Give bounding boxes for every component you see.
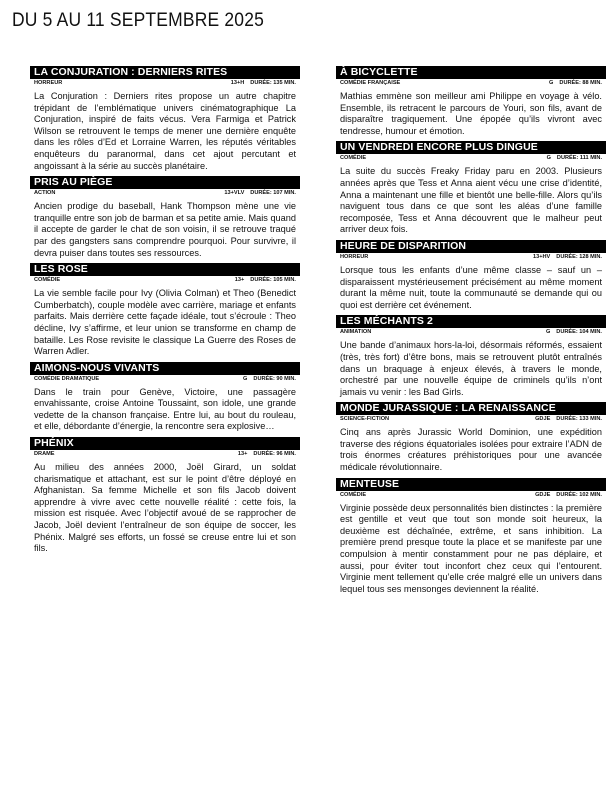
- film-genre: ACTION: [34, 190, 56, 197]
- film-duration: DURÉE: 107 MIN.: [250, 190, 296, 197]
- film-duration: DURÉE: 105 MIN.: [250, 277, 296, 284]
- film-synopsis: Au milieu des années 2000, Joël Girard, un soldat charismatique et attachant, est sur le point d’être déployé en Afghanistan. Sa femme Michelle et son fils Jacob doivent apprendre à vivre avec cette nouvelle réalité : cette fois, la mission est risquée. Avec l’objectif avoué de se rapprocher de Jacob, Joël devient l’entraîneur de son équipe de soccer, les Phénix. Malgré ses efforts, un fossé se creuse entre lui et son fils.: [34, 462, 296, 554]
- film-genre: DRAME: [34, 451, 55, 458]
- film-title: PHÉNIX: [30, 437, 300, 450]
- film-genre: HORREUR: [34, 80, 63, 86]
- film-synopsis: La Conjuration : Derniers rites propose un autre chapitre trépidant de l’emblématique univers cinématographique La Conjuration, inspiré de faits vécus. Vera Farmiga et Patrick Wilson se retrouvent le temps de mener une dernière enquête dans les rôles d’Ed et Lorraine Warren, les réputés véritables enquêteurs du paranormal, dans cet ajout percutant et angoissant à la série au succès planétaire.: [34, 91, 296, 171]
- film-rating: 13+: [234, 277, 245, 284]
- film-synopsis: Lorsque tous les enfants d’une même classe – sauf un – disparaissent mystérieusement précisément au même moment durant la même nuit, toute la communauté se demande qui ou quoi est derrière cet événement.: [340, 264, 602, 310]
- film-listing: [336, 240, 606, 315]
- film-meta: [30, 79, 300, 88]
- film-meta: [336, 415, 606, 424]
- film-listing: [30, 66, 300, 176]
- film-title: LA CONJURATION : DERNIERS RITES: [30, 66, 300, 79]
- film-meta: [336, 328, 606, 337]
- film-duration: DURÉE: 133 MIN.: [556, 416, 602, 423]
- film-meta: [30, 276, 300, 285]
- film-title: LES ROSE: [30, 263, 300, 276]
- film-rating: 13+VLV: [224, 190, 245, 197]
- film-rating: 13+: [237, 451, 248, 458]
- film-meta: [336, 154, 606, 163]
- film-title: MENTEUSE: [336, 478, 606, 491]
- film-genre: COMÉDIE FRANÇAISE: [340, 80, 401, 86]
- film-rating: GDJE: [535, 416, 551, 423]
- left-column: [30, 66, 300, 559]
- film-listing: [336, 315, 606, 402]
- film-rating: G: [546, 155, 551, 162]
- film-rating: GDJE: [535, 491, 551, 498]
- film-duration: DURÉE: 88 MIN.: [559, 80, 602, 86]
- film-rating: G: [243, 375, 248, 382]
- film-title: À BICYCLETTE: [336, 66, 606, 79]
- film-title: HEURE DE DISPARITION: [336, 240, 606, 253]
- film-genre: COMÉDIE DRAMATIQUE: [34, 375, 100, 382]
- film-title: LES MÉCHANTS 2: [336, 315, 606, 328]
- film-listing: [30, 176, 300, 263]
- film-listing: [336, 402, 606, 477]
- film-genre: SCIENCE-FICTION: [340, 416, 390, 423]
- film-genre: COMÉDIE: [340, 491, 367, 498]
- film-synopsis: Ancien prodige du baseball, Hank Thompson mène une vie tranquille entre son job de barman et sa petite amie. Mais quand il accepte de garder le chat de son voisin, il se retrouve traqué par des gangsters sans comprendre pourquoi. Pour survivre, il devra puiser dans toutes ses ressources.: [34, 201, 297, 258]
- film-listing: [336, 66, 606, 141]
- film-meta: [336, 491, 606, 500]
- film-meta: [30, 375, 300, 384]
- page-title: DU 5 AU 11 SEPTEMBRE 2025: [12, 10, 265, 31]
- right-column: [336, 66, 606, 599]
- film-title: PRIS AU PIÈGE: [30, 176, 300, 189]
- film-genre: COMÉDIE: [340, 155, 367, 162]
- film-listing: [30, 362, 300, 437]
- film-genre: ANIMATION: [340, 329, 372, 336]
- film-meta: [30, 450, 300, 459]
- film-listing: [336, 478, 606, 600]
- film-listing: [30, 263, 300, 362]
- film-rating: G: [549, 80, 554, 86]
- film-synopsis: Mathias emmène son meilleur ami Philippe en voyage à vélo. Ensemble, ils retracent le parcours de Youri, son fils, avant de disparaître tragiquement. Une épopée qu’ils vivront avec tendresse, humour et émotion.: [340, 91, 602, 136]
- film-synopsis: La vie semble facile pour Ivy (Olivia Colman) et Theo (Benedict Cumberbatch), couple modèle avec carrière, mariage et enfants parfaits. Mais derrière cette façade idéale, tout s’écroule : Theo décline, Ivy s’affirme, et leur union se transforme en champ de bataille. Les Rose revisite le classique La Guerre des Roses de Warren Adler.: [34, 288, 296, 357]
- film-listing: [30, 437, 300, 559]
- film-synopsis: Cinq ans après Jurassic World Dominion, une expédition traverse des régions équatoriales isolées pour extraire l’ADN de trois énormes créatures préhistoriques pour une avancée médicale révolutionnaire.: [340, 427, 602, 473]
- film-duration: DURÉE: 104 MIN.: [556, 329, 602, 336]
- film-duration: DURÉE: 111 MIN.: [556, 155, 602, 162]
- film-duration: DURÉE: 90 MIN.: [253, 375, 296, 382]
- film-rating: 13+H: [230, 80, 245, 86]
- film-title: UN VENDREDI ENCORE PLUS DINGUE: [336, 141, 606, 154]
- film-duration: DURÉE: 102 MIN.: [556, 491, 602, 498]
- film-duration: DURÉE: 128 MIN.: [556, 253, 602, 260]
- film-synopsis: Une bande d’animaux hors-la-loi, désormais réformés, essaient (très, très fort) d’être bons, mais se retrouvent plutôt entraînés dans un braquage à enjeux élevés, à travers le monde, orchestré par une nouvelle équipe de criminels qu’ils n’ont jamais vu venir : les Bad Girls.: [340, 340, 602, 397]
- film-genre: HORREUR: [340, 253, 369, 260]
- film-synopsis: Dans le train pour Genève, Victoire, une passagère envahissante, croise Antoine Toussaint, son idole, une grande vedette de la chanson française. Entre lui, au bout du rouleau, et elle, débordante d’énergie, la rencontre sera explosive…: [34, 386, 296, 432]
- film-rating: 13+HV: [533, 253, 551, 260]
- film-meta: [30, 189, 300, 198]
- film-meta: [336, 253, 606, 262]
- film-synopsis: La suite du succès Freaky Friday paru en 2003. Plusieurs années après que Tess et Anna aient vécu une crise d’identité, Anna a maintenant une fille et bientôt une belle-fille. Alors qu’ils naviguent tous dans ce que sont les aléas d’une famille recomposée, Tess et Anna découvrent que le malheur peut arriver deux fois.: [340, 166, 602, 235]
- film-synopsis: Virginie possède deux personnalités bien distinctes : la première est gentille et veut que tout son monde soit heureux, la deuxième est déchaînée, extrême, et sans inhibition. La première prend presque toute la place et se manifeste par une compulsion à mentir constamment pour ne pas déplaire, et aussi, pour éviter tout inconfort chez ceux qui l’entourent. Virginie ment tellement qu’elle crée malgré elle un univers dans lequel tous ses mensonges deviennent la réalité.: [340, 502, 602, 594]
- film-genre: COMÉDIE: [34, 277, 61, 284]
- film-listing: [336, 141, 606, 240]
- film-duration: DURÉE: 96 MIN.: [253, 451, 296, 458]
- film-title: MONDE JURASSIQUE : LA RENAISSANCE: [336, 402, 606, 415]
- film-meta: [336, 79, 606, 88]
- film-title: AIMONS-NOUS VIVANTS: [30, 362, 300, 375]
- film-duration: DURÉE: 135 MIN.: [250, 80, 296, 86]
- film-rating: G: [545, 329, 551, 336]
